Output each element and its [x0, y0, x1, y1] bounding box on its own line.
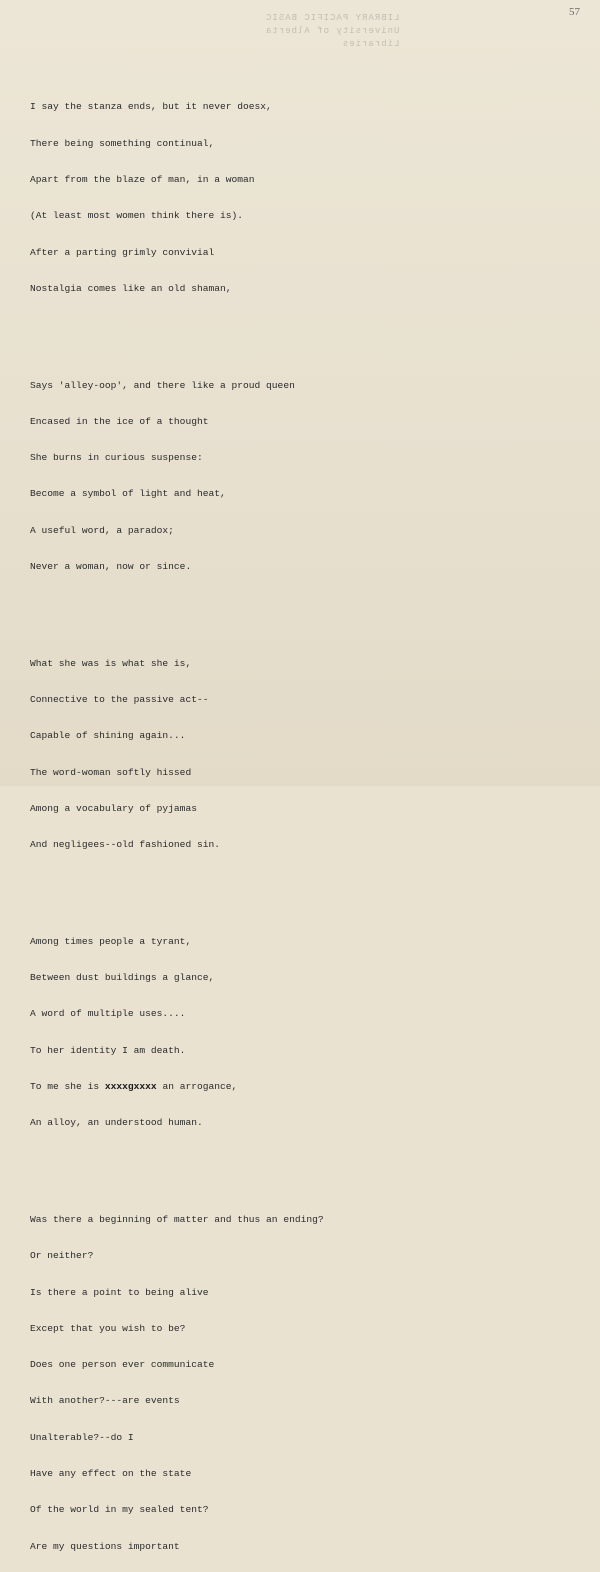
poem-line: Are my questions important [30, 1540, 180, 1552]
struck-out-text: xxxxgxxxx [104, 1080, 157, 1092]
poem-line: With another?---are events [30, 1395, 180, 1407]
poem-line: Between dust buildings a glance, [30, 972, 215, 984]
poem-line-end: an arrogance, [156, 1080, 238, 1092]
bleed-line: University of Alberta [265, 26, 400, 36]
poem-line: After a parting grimly convivial [30, 246, 215, 258]
poem-line: A word of multiple uses.... [30, 1008, 186, 1020]
poem-line: Unalterable?--do I [30, 1431, 134, 1443]
stanza-1 [30, 77, 324, 319]
poem-line: There being something continual, [30, 137, 215, 149]
poem-line: What she was is what she is, [30, 657, 192, 669]
poem-line-with-strikeout [30, 1081, 324, 1093]
poem-line: To her identity I am death. [30, 1044, 186, 1056]
poem-line: And negligees--old fashioned sin. [30, 839, 220, 851]
poem-line: Or neither? [30, 1250, 94, 1262]
poem-line: (At least most women think there is). [30, 210, 244, 222]
stanza-3 [30, 634, 324, 876]
poem-line: Was there a beginning of matter and thus an ending? [30, 1214, 324, 1225]
poem-line: Become a symbol of light and heat, [30, 488, 226, 500]
poem-line: An alloy, an understood human. [30, 1117, 203, 1129]
poem-line: A useful word, a paradox; [30, 524, 174, 536]
poem-line: Nostalgia comes like an old shaman, [30, 282, 232, 294]
poem-line-start: To me she is [30, 1080, 100, 1092]
stanza-5 [30, 1190, 324, 1572]
poem-line: Encased in the ice of a thought [30, 415, 209, 427]
poem-line: Among times people a tyrant, [30, 935, 192, 947]
bleed-line: Libraries [341, 39, 400, 49]
poem-line: Of the world in my sealed tent? [30, 1504, 209, 1516]
poem-line: The word-woman softly hissed [30, 766, 192, 778]
poem-line: Except that you wish to be? [30, 1322, 186, 1334]
poem-line: Have any effect on the state [30, 1467, 192, 1479]
page-number: 57 [569, 6, 580, 18]
poem-line: I say the stanza ends, but it never doesx, [30, 101, 272, 113]
bleed-line: LIBRARY PACIFIC BASIC [265, 13, 400, 23]
poem-line: Apart from the blaze of man, in a woman [30, 173, 255, 185]
stanza-2 [30, 355, 324, 597]
poem-line: Among a vocabulary of pyjamas [30, 802, 197, 814]
poem-line: Capable of shining again... [30, 730, 186, 742]
bleed-through-text [265, 12, 399, 51]
poem-line: Is there a point to being alive [30, 1286, 209, 1298]
stanza-4 [30, 912, 324, 1154]
poem-line: She burns in curious suspense: [30, 452, 203, 464]
poem-text [30, 53, 324, 1572]
poem-line: Never a woman, now or since. [30, 560, 192, 572]
poem-line: Connective to the passive act-- [30, 693, 209, 705]
poem-line: Says 'alley-oop', and there like a proud queen [30, 379, 295, 391]
poem-line: Does one person ever communicate [30, 1359, 215, 1371]
